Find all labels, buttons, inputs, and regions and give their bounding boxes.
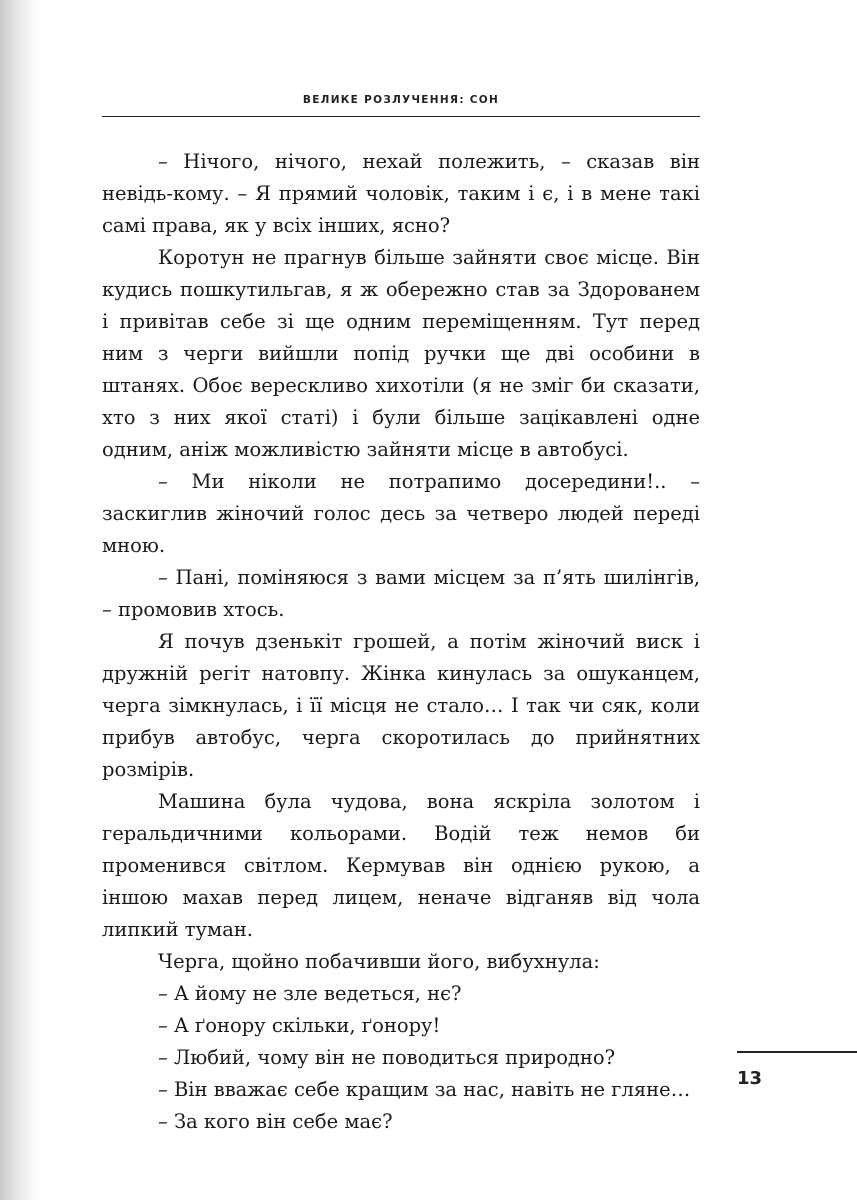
paragraph: Я почув дзенькіт грошей, а потім жіночий виск і дружній регіт натовпу. Жінка кинулась за ошуканцем, черга зімкнулась, і її місця не стало… І так чи сяк, коли прибув автобус, черга скоротилась до прийнятних розмірів. bbox=[102, 630, 700, 781]
dialogue-line: – Любий, чому він не поводиться природно? bbox=[158, 1046, 616, 1069]
page-number: 13 bbox=[737, 1068, 763, 1089]
folio-rule bbox=[737, 1051, 857, 1053]
paragraph: Машина була чудова, вона яскріла золотом і геральдичними кольорами. Водій теж немов би променився світлом. Кермував він однією рукою, а іншою махав перед лицем, неначе відганяв від чола липкий туман. bbox=[102, 790, 700, 941]
dialogue-line: – За кого він себе має? bbox=[158, 1110, 393, 1133]
paragraph: – Ми ніколи не потрапимо досередини!.. – заскиглив жіночий голос десь за четверо людей переді мною. bbox=[102, 470, 700, 557]
dialogue-line: – Він вважає себе кращим за нас, навіть не гляне… bbox=[158, 1078, 691, 1101]
dialogue-line: – А йому не зле ведеться, нє? bbox=[158, 982, 462, 1005]
dialogue-line: – А ґонору скільки, ґонору! bbox=[158, 1014, 441, 1037]
running-header: ВЕЛИКЕ РОЗЛУЧЕННЯ: СОН bbox=[302, 94, 500, 106]
page-spine-shadow bbox=[0, 0, 40, 1200]
paragraph: Черга, щойно побачивши його, вибухнула: bbox=[158, 950, 600, 973]
paragraph: Коротун не прагнув більше зайняти своє місце. Він кудись пошкутильгав, я ж обережно став за Здорованем і привітав себе зі ще одним переміщенням. Тут перед ним з черги вийшли попід ручки ще дві особини в штанях. Обоє верескливо хихотіли (я не зміг би сказати, хто з них якої статі) і були більше зацікавлені одне одним, аніж можливістю зайняти місце в автобусі. bbox=[102, 246, 700, 461]
header-rule bbox=[102, 116, 700, 117]
paragraph: – Пані, поміняюся з вами місцем за п’ять шилінгів, – промовив хтось. bbox=[102, 566, 700, 621]
paragraph: – Нічого, нічого, нехай полежить, – сказав він невідь-кому. – Я прямий чоловік, таким і є, і в мене такі самі права, як у всіх інших, ясно? bbox=[102, 150, 700, 237]
body-text bbox=[102, 146, 700, 1138]
